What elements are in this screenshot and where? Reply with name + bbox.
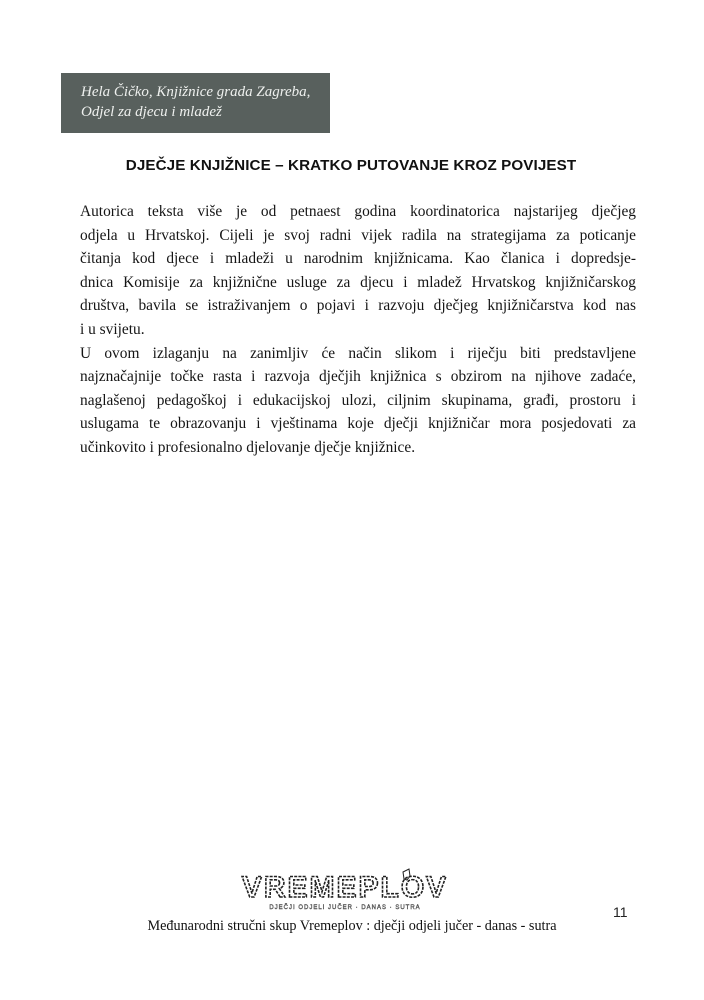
text-line: učinkovito i profesionalno djelovanje dječje knjižnice. xyxy=(80,438,416,456)
article-body xyxy=(80,200,636,460)
text-line: društva, bavila se istraživanjem o pojavi i razvoju dječjeg knjižničarstva kod nas xyxy=(80,297,636,315)
logo-tagline: DJEČJI ODJELI JUČER · DANAS · SUTRA xyxy=(269,905,421,911)
text-line: najznačajnije točke rasta i razvoja dječjih knjižnica s obzirom na njihove zadaće, xyxy=(80,368,636,386)
author-line-2: Odjel za djecu i mladež xyxy=(81,104,222,120)
text-line: naglašenoj pedagoškoj i edukacijskoj ulozi, ciljnim skupinama, građi, prostoru i xyxy=(80,391,636,409)
text-line: U ovom izlaganju na zanimljiv će način slikom i riječju biti predstavljene xyxy=(80,344,636,362)
text-line: odjela u Hrvatskoj. Cijeli je svoj radni vijek radila na strategijama za poticanje xyxy=(80,226,636,244)
author-line-1: Hela Čičko, Knjižnice grada Zagreba, xyxy=(81,84,311,100)
text-line: čitanja kod djece i mladeži u narodnim knjižnicama. Kao članica i dopredsje- xyxy=(80,250,636,268)
author-box xyxy=(61,73,330,133)
article-title: DJEČJE KNJIŽNICE – KRATKO PUTOVANJE KROZ POVIJEST xyxy=(125,157,577,174)
text-line: Autorica teksta više je od petnaest godina koordinatorica najstarijeg dječjeg xyxy=(80,203,636,220)
paragraph-1 xyxy=(80,200,636,342)
logo-wordmark: VREMEPLOV xyxy=(241,871,449,904)
vremeplov-logo xyxy=(240,866,450,914)
paragraph-2 xyxy=(80,342,636,460)
text-line: dnica Komisije za knjižnične usluge za djecu i mladež Hrvatskog knjižničarskog xyxy=(80,273,636,291)
text-line: uslugama te obrazovanju i vještinama koje dječji knjižničar mora posjedovati za xyxy=(80,415,636,433)
footer-conference-name: Međunarodni stručni skup Vremeplov : dječji odjeli jučer - danas - sutra xyxy=(147,918,557,934)
text-line: i u svijetu. xyxy=(80,320,145,338)
page-number: 11 xyxy=(613,904,628,920)
